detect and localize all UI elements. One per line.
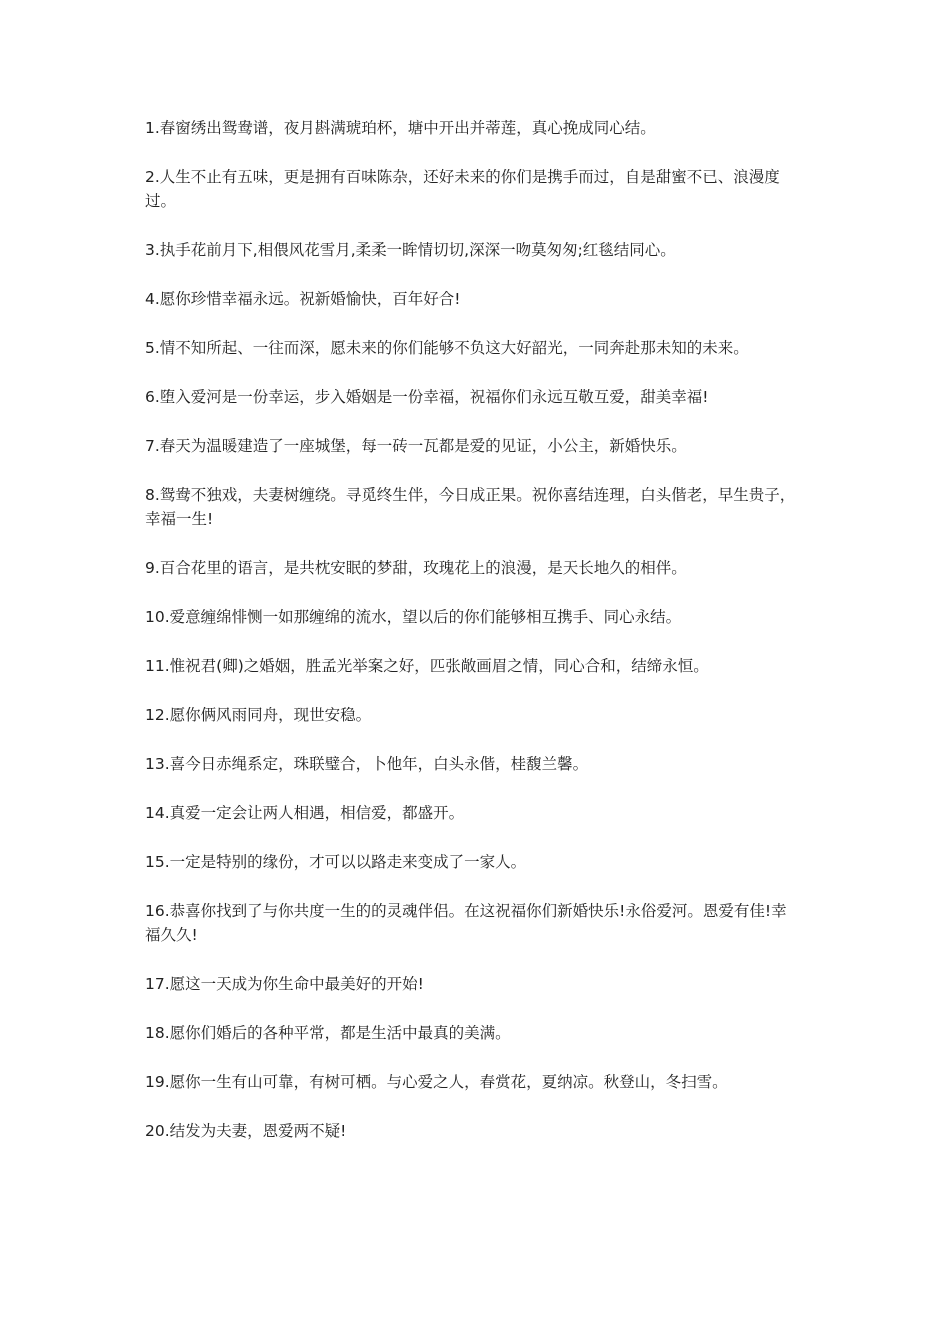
paragraph-11: 11.惟祝君(卿)之婚姻，胜孟光举案之好，匹张敞画眉之情，同心合和，结缔永恒。: [145, 657, 709, 675]
paragraph-16: 16.恭喜你找到了与你共度一生的的灵魂伴侣。在这祝福你们新婚快乐!永俗爱河。恩爱有佳!幸福久久!: [145, 902, 787, 944]
paragraph-12: 12.愿你俩风雨同舟，现世安稳。: [145, 706, 372, 724]
paragraph-4: 4.愿你珍惜幸福永远。祝新婚愉快，百年好合!: [145, 290, 461, 308]
paragraph-7: 7.春天为温暖建造了一座城堡，每一砖一瓦都是爱的见证，小公主，新婚快乐。: [145, 437, 687, 455]
paragraph-1: 1.春窗绣出鸳鸯谱，夜月斟满琥珀杯，塘中开出并蒂莲，真心挽成同心结。: [145, 119, 656, 137]
paragraph-17: 17.愿这一天成为你生命中最美好的开始!: [145, 975, 424, 993]
paragraph-14: 14.真爱一定会让两人相遇，相信爱，都盛开。: [145, 804, 465, 822]
paragraph-19: 19.愿你一生有山可靠，有树可栖。与心爱之人，春赏花，夏纳凉。秋登山，冬扫雪。: [145, 1073, 728, 1091]
document-body: [145, 116, 800, 1168]
paragraph-3: 3.执手花前月下,相偎风花雪月,柔柔一眸情切切,深深一吻莫匆匆;红毯结同心。: [145, 241, 676, 259]
paragraph-20: 20.结发为夫妻，恩爱两不疑!: [145, 1122, 347, 1140]
paragraph-13: 13.喜今日赤绳系定，珠联璧合，卜他年，白头永偕，桂馥兰馨。: [145, 755, 589, 773]
paragraph-5: 5.情不知所起、一往而深，愿未来的你们能够不负这大好韶光，一同奔赴那未知的未来。: [145, 339, 749, 357]
paragraph-9: 9.百合花里的语言，是共枕安眠的梦甜，玫瑰花上的浪漫，是天长地久的相伴。: [145, 559, 687, 577]
paragraph-15: 15.一定是特别的缘份，才可以以路走来变成了一家人。: [145, 853, 527, 871]
paragraph-2: 2.人生不止有五味，更是拥有百味陈杂，还好未来的你们是携手而过，自是甜蜜不已、浪漫度过。: [145, 168, 780, 210]
paragraph-10: 10.爱意缠绵悱恻一如那缠绵的流水，望以后的你们能够相互携手、同心永结。: [145, 608, 682, 626]
paragraph-6: 6.堕入爱河是一份幸运，步入婚姻是一份幸福，祝福你们永远互敬互爱，甜美幸福!: [145, 388, 709, 406]
paragraph-8: 8.鸳鸯不独戏，夫妻树缠绕。寻觅终生伴，今日成正果。祝你喜结连理，白头偕老，早生贵子，幸福一生!: [145, 486, 796, 528]
paragraph-18: 18.愿你们婚后的各种平常，都是生活中最真的美满。: [145, 1024, 511, 1042]
